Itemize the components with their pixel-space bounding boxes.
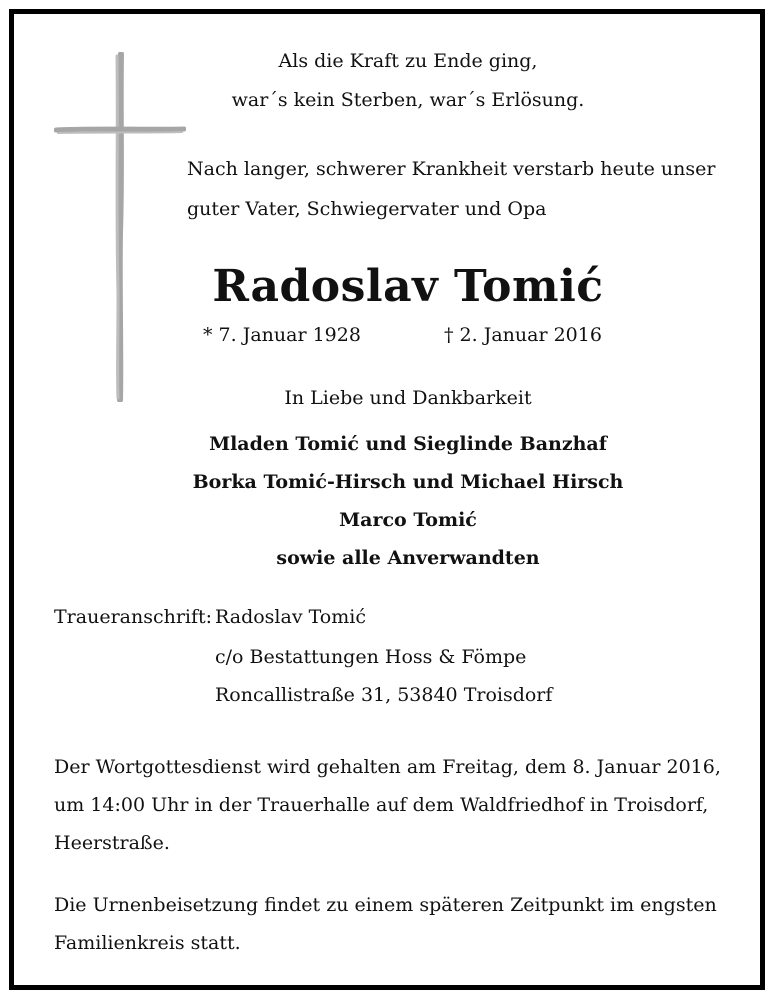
mourner-name: Borka Tomić-Hirsch und Michael Hirsch [192,471,624,493]
cross-icon [54,52,186,402]
address-name: Radoslav Tomić [215,606,366,628]
address-label: Traueranschrift: [54,606,213,628]
mourner-name: Mladen Tomić und Sieglinde Banzhaf [209,433,607,455]
deceased-name: Radoslav Tomić [212,261,604,312]
service-line-2: um 14:00 Uhr in der Trauerhalle auf dem Waldfriedhof in Troisdorf, [54,794,709,816]
address-line-2: c/o Bestattungen Hoss & Fömpe [215,646,527,668]
death-date: † 2. Januar 2016 [444,324,602,346]
mourner-name: Marco Tomić [339,509,477,531]
mourner-name: sowie alle Anverwandten [276,547,540,569]
address-line-3: Roncallistraße 31, 53840 Troisdorf [215,684,553,706]
burial-line-2: Familienkreis statt. [54,932,241,954]
motto-line-2: war´s kein Sterben, war´s Erlösung. [231,89,585,111]
birth-date: * 7. Januar 1928 [203,324,361,346]
motto-line-1: Als die Kraft zu Ende ging, [278,50,538,72]
service-line-1: Der Wortgottesdienst wird gehalten am Freitag, dem 8. Januar 2016, [54,756,721,778]
service-line-3: Heerstraße. [54,832,170,854]
mourners-intro: In Liebe und Dankbarkeit [284,387,532,409]
intro-line-2: guter Vater, Schwiegervater und Opa [187,198,547,220]
burial-line-1: Die Urnenbeisetzung findet zu einem späteren Zeitpunkt im engsten [54,894,717,916]
intro-line-1: Nach langer, schwerer Krankheit verstarb heute unser [187,158,716,180]
